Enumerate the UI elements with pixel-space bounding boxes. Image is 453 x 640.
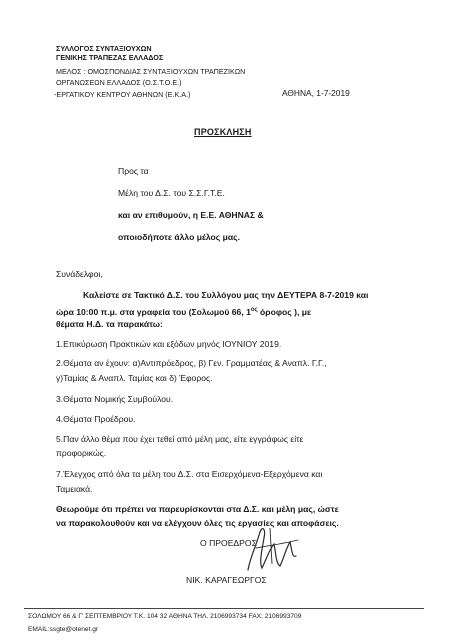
agenda-item-4: 4.Θέματα Προέδρου.	[56, 414, 136, 424]
member-line2: ΟΡΓΑΝΩΣΕΩΝ ΕΛΛΑΔΟΣ (Ο.Σ.Τ.Ο.Ε.)	[56, 78, 182, 87]
recipients-line3: οποιοδήποτε άλλο μέλος μας.	[118, 232, 241, 242]
agenda-item-7: 7.Έλεγχος από όλα τα μέλη του Δ.Σ. στα Εισερχόμενα-Εξερχόμενα και	[56, 469, 323, 479]
footer-address: ΣΟΛΩΜΟΥ 66 & Γ' ΣΕΠΤΕΜΒΡΙΟΥ Τ.Κ. 104 32 ΑΘΗΝΑ ΤΗΛ. 2106993734 FAX: 2106993709	[28, 613, 302, 620]
intro-line1: Καλείστε σε Τακτικό Δ.Σ. του Συλλόγου μας την ΔΕΥΤΕΡΑ 8-7-2019 και	[83, 290, 369, 300]
agenda-item-5: 5.Παν άλλο θέμα που έχει τεθεί από μέλη μας, είτε εγγράφως είτε	[56, 434, 304, 444]
recipients-line2: και αν επιθυμούν, η Ε.Ε. ΑΘΗΝΑΣ &	[118, 210, 264, 220]
org-name-line1: ΣΥΛΛΟΓΟΣ ΣΥΝΤΑΞΙΟΥΧΩΝ	[56, 44, 152, 53]
intro-line2-a: ώρα 10:00 π.μ. στα γραφεία του (Σολωμού 66, 1	[56, 306, 251, 317]
document-date: ΑΘΗΝΑ, 1-7-2019	[282, 88, 350, 98]
footer-divider	[24, 608, 424, 609]
intro-line2	[56, 305, 311, 318]
agenda-item-1: 1.Επικύρωση Πρακτικών και εξόδων μηνός ΙΟΥΝΙΟΥ 2019.	[56, 339, 282, 349]
closing-line2: να παρακολουθούν και να ελέγχουν όλες τις εργασίες και αποφάσεις.	[56, 518, 339, 528]
recipients-to: Προς τα	[118, 166, 149, 176]
footer-email: EMAIL:ssgte@otenet.gr	[28, 626, 99, 633]
greeting: Συνάδελφοι,	[56, 269, 103, 279]
agenda-item-3: 3.Θέματα Νομικής Συμβούλου.	[56, 394, 174, 404]
intro-line3: θέματα Η.Δ. τα παρακάτω:	[56, 319, 163, 329]
handwritten-signature	[226, 518, 312, 578]
document-title: ΠΡΟΣΚΛΗΣΗ	[194, 127, 252, 137]
agenda-item-2-cont: γ)Ταμίας & Αναπλ. Ταμίας και δ) Έφορος.	[56, 373, 213, 383]
closing-line1: Θεωρούμε ότι πρέπει να παρευρίσκονται στα Δ.Σ. και μέλη μας, ώστε	[56, 504, 339, 514]
recipients-line1: Μέλη του Δ.Σ. του Σ.Σ.Γ.Τ.Ε.	[118, 188, 225, 198]
intro-line2-b: όροφος ), με	[257, 306, 312, 317]
org-name-line2: ΓΕΝΙΚΗΣ ΤΡΑΠΕΖΑΣ ΕΛΛΑΔΟΣ	[56, 53, 164, 62]
agenda-item-2: 2.Θέματα αν έχουν: α)Αντιπρόεδρος, β) Γεν. Γραμματέας & Αναπλ. Γ.Γ.,	[56, 358, 327, 368]
agenda-item-7-cont: Ταμειακά.	[56, 484, 93, 494]
intro-line2-sup: ος	[250, 307, 258, 313]
member-line1: ΜΕΛΟΣ : ΟΜΟΣΠΟΝΔΙΑΣ ΣΥΝΤΑΞΙΟΥΧΩΝ ΤΡΑΠΕΖΙΚΩΝ	[56, 67, 246, 76]
agenda-item-5-cont: προφορικώς.	[56, 448, 107, 458]
signature-name: ΝΙΚ. ΚΑΡΑΓΕΩΡΓΟΣ	[186, 575, 267, 585]
member-line3: -ΕΡΓΑΤΙΚΟΥ ΚΕΝΤΡΟΥ ΑΘΗΝΩΝ (Ε.Κ.Α.)	[54, 90, 191, 99]
signature-role: Ο ΠΡΟΕΔΡΟΣ	[200, 538, 257, 548]
